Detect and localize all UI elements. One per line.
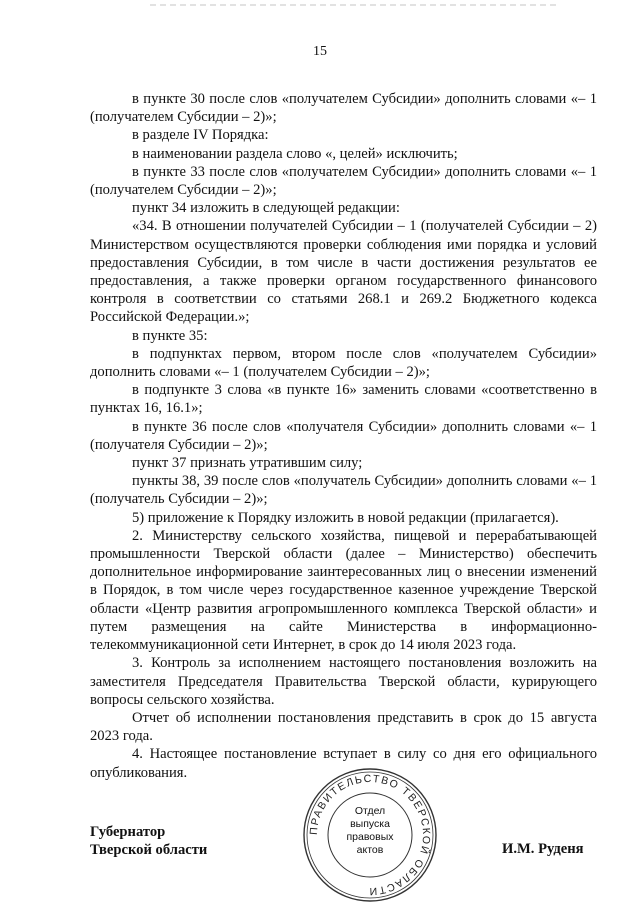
stamp-ring-text: ПРАВИТЕЛЬСТВО ТВЕРСКОЙ ОБЛАСТИ bbox=[307, 772, 433, 898]
paragraph: пункт 34 изложить в следующей редакции: bbox=[132, 200, 400, 217]
signatory-name: И.М. Руденя bbox=[502, 841, 584, 857]
paragraph: в пункте 36 после слов «получателя Субсидии» дополнить словами «– 1 (получателя Субсидии – 2)»; bbox=[90, 418, 597, 453]
paragraph: в подпункте 3 слова «в пункте 16» заменить словами «соответственно в пунктах 16, 16.1»; bbox=[90, 382, 597, 417]
paragraph: Отчет об исполнении постановления представить в срок до 15 августа 2023 года. bbox=[90, 709, 597, 745]
signatory-title-line2: Тверской области bbox=[90, 842, 208, 858]
stamp-inner-line: выпуска bbox=[350, 818, 390, 830]
paragraph: в пункте 35: bbox=[132, 327, 208, 344]
official-stamp bbox=[300, 765, 440, 905]
paragraph: в подпунктах первом, втором после слов «получателем Субсидии» дополнить словами «– 1 (получателем Субсидии – 2)»; bbox=[90, 345, 597, 381]
paragraph: в пункте 30 после слов «получателем Субсидии» дополнить словами «– 1 (получателем Субсидии – 2)»; bbox=[90, 91, 597, 126]
stamp-inner-text bbox=[300, 805, 440, 857]
paragraph: пункт 37 признать утратившим силу; bbox=[132, 455, 363, 472]
stamp-inner-line: актов bbox=[356, 844, 384, 856]
scan-noise bbox=[150, 4, 560, 6]
paragraph: 5) приложение к Порядку изложить в новой редакции (прилагается). bbox=[132, 509, 559, 526]
paragraph: в пункте 33 после слов «получателем Субсидии» дополнить словами «– 1 (получателем Субсидии – 2)»; bbox=[90, 163, 597, 199]
paragraph: 3. Контроль за исполнением настоящего постановления возложить на заместителя Председателя Правительства Тверской области, курирующего вопросы сельского хозяйства. bbox=[90, 655, 597, 708]
paragraph: «34. В отношении получателей Субсидии – 1 (получателей Субсидии – 2) Министерством осуществляются проверки соблюдения ими порядка и условий предоставления Субсидии, в том числе в части достижения результатов ее предоставления, а также проверки органом государственного финансового контроля в соответствии со статьями 268.1 и 269.2 Бюджетного кодекса Российской Федерации.»; bbox=[90, 218, 597, 326]
signatory-title bbox=[90, 823, 207, 859]
stamp-inner-line: Отдел bbox=[354, 805, 386, 817]
paragraph: в наименовании раздела слово «, целей» исключить; bbox=[132, 145, 458, 162]
paragraph: 2. Министерству сельского хозяйства, пищевой и перерабатывающей промышленности Тверской области (далее – Министерство) обеспечить дополнительное информирование заинтересованных лиц о внесении изменений в Порядок, в том числе через государственное казенное учреждение Тверской области «Центр развития агропромышленного комплекса Тверской области» и путем размещения на сайте Министерства в информационно-телекоммуникационной сети Интернет, в срок до 14 июля 2023 года. bbox=[90, 527, 597, 654]
page-number: 15 bbox=[313, 44, 327, 59]
paragraph: пункты 38, 39 после слов «получатель Субсидии» дополнить словами «– 1 (получатель Субсидии – 2)»; bbox=[90, 473, 597, 508]
paragraph: 4. Настоящее постановление вступает в силу со дня его официального опубликования. bbox=[90, 746, 597, 781]
stamp-inner-line: правовых bbox=[346, 831, 394, 843]
paragraph: в разделе IV Порядка: bbox=[132, 127, 269, 144]
document-body bbox=[90, 90, 597, 782]
signatory-title-line1: Губернатор bbox=[90, 824, 166, 840]
